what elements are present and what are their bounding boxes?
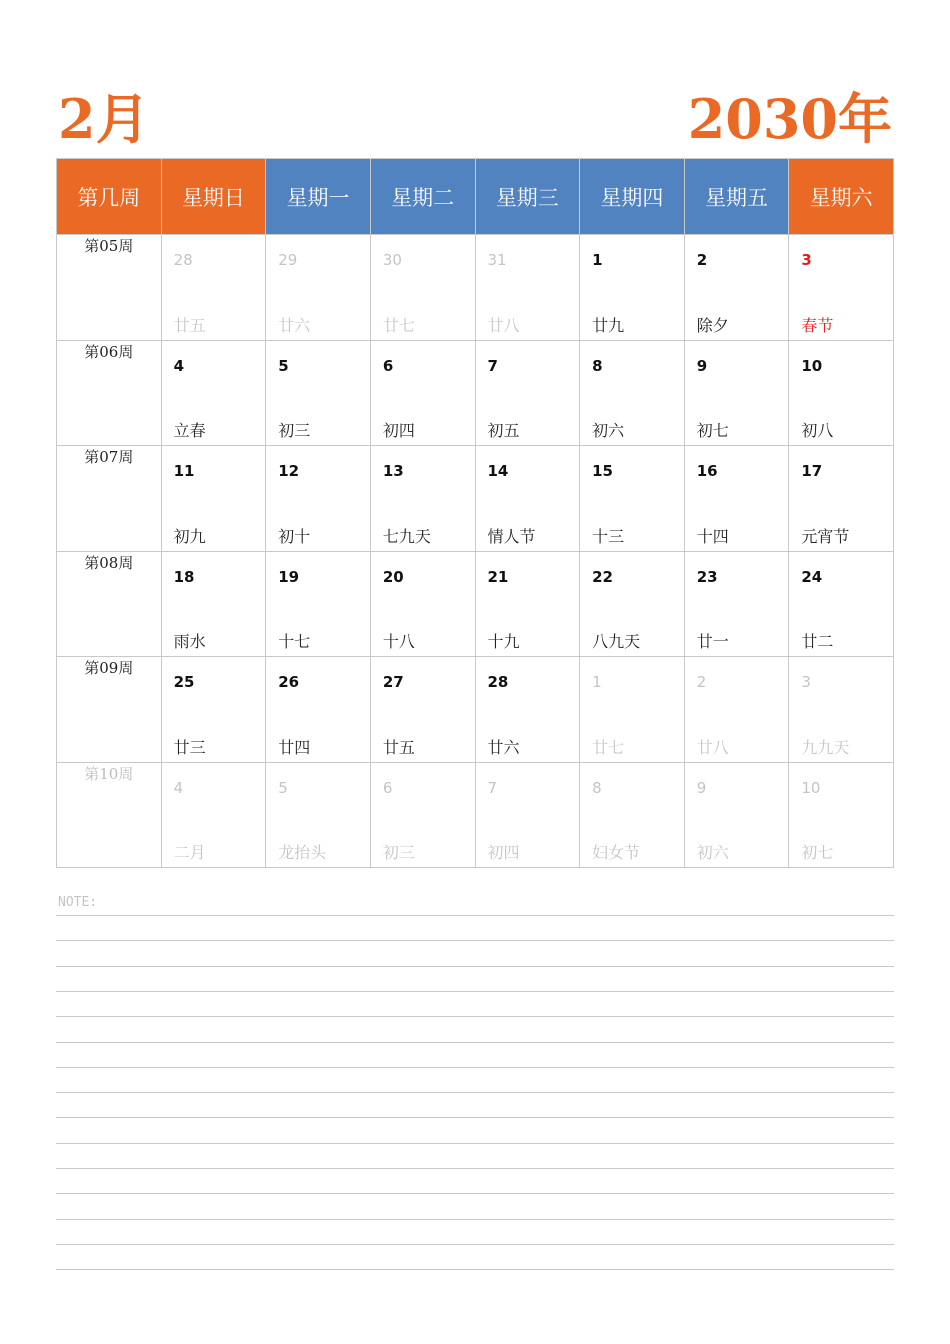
day-number: 18 [173,567,195,586]
day-cell[interactable] [370,551,475,657]
lunar-date: 十九 [487,632,520,651]
lunar-date: 廿三 [173,737,206,757]
day-number: 29 [278,251,298,269]
day-cell[interactable] [789,235,894,341]
day-number: 22 [592,567,613,586]
day-number: 12 [278,462,300,480]
lunar-date: 除夕 [696,315,729,335]
lunar-date: 九九天 [801,737,850,757]
note-label: NOTE: [58,895,98,910]
lunar-date: 十三 [592,526,625,546]
day-cell[interactable] [580,446,685,552]
day-number: 9 [696,356,708,375]
lunar-date: 初七 [696,421,729,440]
week-row [57,446,894,552]
note-line [56,1193,894,1194]
lunar-date: 七九天 [382,526,431,546]
weekday-header-mon: 星期一 [266,159,371,235]
day-cell[interactable] [266,657,371,763]
note-line [56,1042,894,1043]
day-cell[interactable] [580,762,685,868]
week-number: 第08周 [57,551,162,657]
note-line [56,1067,894,1068]
day-cell[interactable] [370,340,475,446]
lunar-date: 春节 [801,315,834,335]
day-number: 28 [173,251,193,269]
lunar-date: 龙抬头 [278,843,327,862]
lunar-date: 二月 [173,843,206,862]
note-line [56,991,894,992]
month-title: 2月 [58,87,150,151]
day-cell[interactable] [161,340,266,446]
week-row [57,340,894,446]
day-cell[interactable] [475,657,580,763]
day-number: 1 [592,251,603,269]
day-cell[interactable] [266,762,371,868]
day-number: 8 [592,356,603,375]
week-row [57,762,894,868]
day-number: 24 [801,567,823,586]
day-number: 3 [801,251,812,269]
day-cell[interactable] [684,551,789,657]
day-number: 9 [696,778,707,797]
day-cell[interactable] [789,762,894,868]
week-row [57,551,894,657]
day-number: 20 [382,567,404,586]
day-number: 19 [278,567,300,586]
lunar-date: 八九天 [592,632,641,651]
day-number: 31 [487,251,507,269]
day-cell[interactable] [370,762,475,868]
day-number: 7 [487,778,498,797]
day-cell[interactable] [475,446,580,552]
note-line [56,915,894,916]
day-cell[interactable] [266,551,371,657]
day-number: 8 [592,778,602,797]
lunar-date: 廿四 [278,737,311,757]
year-title: 2030年 [687,87,892,151]
weekday-header-fri: 星期五 [684,159,789,235]
week-number: 第06周 [57,340,162,446]
day-cell[interactable] [161,657,266,763]
lunar-date: 廿七 [592,737,625,757]
day-number: 28 [487,673,509,691]
day-number: 5 [278,778,288,797]
lunar-date: 廿六 [278,315,311,335]
day-cell[interactable] [161,762,266,868]
lunar-date: 元宵节 [801,526,850,546]
day-cell[interactable] [684,657,789,763]
day-number: 16 [696,462,718,480]
lunar-date: 廿八 [487,315,520,335]
lunar-date: 廿一 [696,632,729,651]
note-line [56,1016,894,1017]
lunar-date: 廿九 [592,315,625,335]
day-number: 3 [801,673,811,691]
day-cell[interactable] [789,551,894,657]
day-cell[interactable] [475,340,580,446]
day-cell[interactable] [684,235,789,341]
lunar-date: 初三 [278,421,311,440]
day-number: 23 [696,567,718,586]
day-number: 11 [173,462,195,480]
note-line [56,1219,894,1220]
day-cell[interactable] [580,657,685,763]
lunar-date: 初八 [801,421,834,440]
weekday-header-tue: 星期二 [370,159,475,235]
note-line [56,940,894,941]
day-number: 27 [382,673,404,691]
day-number: 6 [382,778,393,797]
day-number: 13 [382,462,404,480]
lunar-date: 初六 [696,843,729,862]
lunar-date: 初九 [173,526,206,546]
lunar-date: 廿六 [487,737,520,757]
weekday-header-sun: 星期日 [161,159,266,235]
weekday-header-week: 第几周 [57,159,162,235]
lunar-date: 廿二 [801,632,834,651]
lunar-date: 十四 [696,526,729,546]
day-number: 6 [382,356,394,375]
lunar-date: 妇女节 [592,843,641,862]
day-number: 10 [801,778,821,797]
week-row [57,657,894,763]
day-cell[interactable] [161,551,266,657]
weekday-header-thu: 星期四 [580,159,685,235]
day-cell[interactable] [580,551,685,657]
note-line [56,1244,894,1245]
weekday-header-wed: 星期三 [475,159,580,235]
lunar-date: 初五 [487,421,520,440]
day-cell[interactable] [161,446,266,552]
day-number: 17 [801,462,823,480]
note-line [56,1269,894,1270]
day-cell[interactable] [161,235,266,341]
lunar-date: 十八 [382,632,415,651]
calendar-grid [56,158,894,868]
weekday-header-sat: 星期六 [789,159,894,235]
day-number: 5 [278,356,289,375]
day-cell[interactable] [370,446,475,552]
day-cell[interactable] [684,762,789,868]
day-number: 26 [278,673,300,691]
lunar-date: 廿七 [382,315,415,335]
day-number: 14 [487,462,509,480]
week-number: 第07周 [57,446,162,552]
day-cell[interactable] [789,340,894,446]
lunar-date: 初三 [382,843,415,862]
day-cell[interactable] [580,235,685,341]
note-line [56,1117,894,1118]
lunar-date: 初四 [487,843,520,862]
day-number: 15 [592,462,613,480]
day-cell[interactable] [684,340,789,446]
day-cell[interactable] [580,340,685,446]
day-number: 4 [173,356,185,375]
week-number: 第10周 [57,762,162,868]
week-row [57,235,894,341]
lunar-date: 雨水 [173,632,206,651]
note-line [56,1092,894,1093]
day-number: 25 [173,673,195,691]
day-cell[interactable] [266,446,371,552]
note-line [56,1168,894,1169]
day-cell[interactable] [789,446,894,552]
day-cell[interactable] [475,762,580,868]
day-cell[interactable] [475,235,580,341]
day-cell[interactable] [266,340,371,446]
lunar-date: 廿八 [696,737,729,757]
day-number: 1 [592,673,602,691]
lunar-date: 立春 [173,421,206,440]
lunar-date: 情人节 [487,526,536,546]
day-number: 7 [487,356,498,375]
day-cell[interactable] [475,551,580,657]
day-cell[interactable] [684,446,789,552]
note-line [56,1143,894,1144]
lunar-date: 廿五 [382,737,415,757]
day-number: 30 [382,251,402,269]
lunar-date: 廿五 [173,315,206,335]
day-number: 2 [696,673,707,691]
lunar-date: 初七 [801,843,834,862]
week-number: 第05周 [57,235,162,341]
note-line [56,966,894,967]
day-cell[interactable] [789,657,894,763]
day-number: 4 [173,778,184,797]
lunar-date: 初六 [592,421,625,440]
day-cell[interactable] [266,235,371,341]
day-number: 21 [487,567,509,586]
day-number: 2 [696,251,708,269]
weekday-header-row [57,159,894,235]
day-cell[interactable] [370,235,475,341]
day-cell[interactable] [370,657,475,763]
week-number: 第09周 [57,657,162,763]
day-number: 10 [801,356,823,375]
lunar-date: 初十 [278,526,311,546]
lunar-date: 初四 [382,421,415,440]
lunar-date: 十七 [278,632,311,651]
